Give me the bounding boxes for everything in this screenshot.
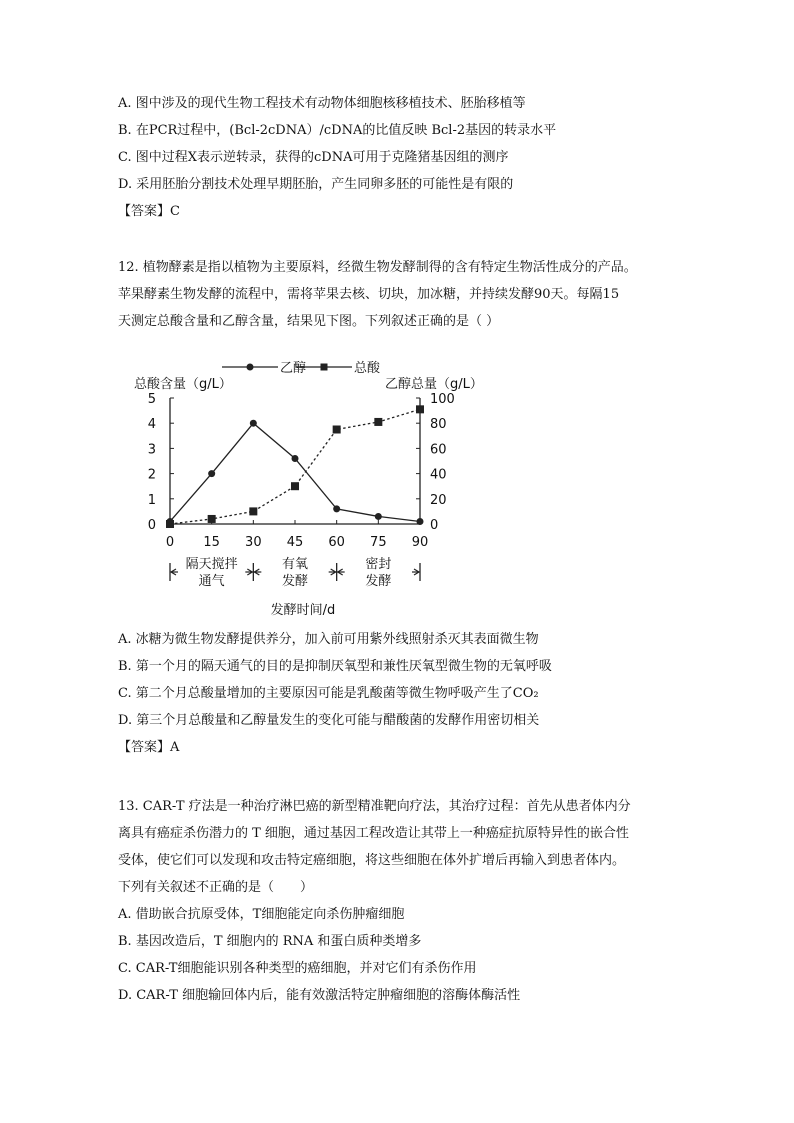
series-1-point-5 [374, 418, 382, 426]
series-line-1 [170, 409, 420, 524]
q11-answer: 【答案】C [118, 204, 180, 219]
series-0-point-1 [208, 470, 215, 477]
q12-answer: 【答案】A [118, 740, 180, 755]
series-0-point-2 [250, 420, 257, 427]
phase-label-2-1: 发酵 [365, 574, 392, 589]
y-tick-label-left-4: 4 [147, 417, 156, 433]
y-tick-label-left-1: 1 [147, 492, 156, 508]
q11-option-c: C. 图中过程X表示逆转录，获得的cDNA可用于克隆猪基因组的测序 [118, 150, 509, 165]
phase-label-1-0: 有氧 [281, 557, 309, 572]
legend-marker-0 [247, 364, 254, 371]
series-0-point-6 [417, 518, 424, 525]
phase-label-1-1: 发酵 [281, 574, 309, 589]
q12-option-a: A. 冰糖为微生物发酵提供养分，加入前可用紫外线照射杀灭其表面微生物 [118, 632, 539, 647]
x-tick-label-4: 60 [328, 535, 345, 550]
series-1-point-2 [249, 507, 257, 515]
series-line-0 [170, 423, 420, 521]
y-tick-label-right-1: 20 [430, 492, 447, 508]
q11-option-b: B. 在PCR过程中，(Bcl-2cDNA）/cDNA的比值反映 Bcl-2基因的转录水平 [118, 123, 557, 138]
x-tick-label-2: 30 [245, 535, 262, 550]
q12-stem-line-1: 12. 植物酵素是指以植物为主要原料，经微生物发酵制得的含有特定生物活性成分的产品。 [118, 260, 637, 275]
q12-option-d: D. 第三个月总酸量和乙醇量发生的变化可能与醋酸菌的发酵作用密切相关 [118, 713, 540, 728]
q13-option-a: A. 借助嵌合抗原受体，T细胞能定向杀伤肿瘤细胞 [118, 907, 405, 922]
q11-option-d: D. 采用胚胎分割技术处理早期胚胎，产生同卵多胚的可能性是有限的 [118, 177, 514, 192]
fermentation-chart [130, 350, 510, 620]
q12-stem-line-2: 苹果酵素生物发酵的流程中，需将苹果去核、切块，加冰糖，并持续发酵90天。每隔15 [118, 287, 620, 302]
q13-stem-line-4: 下列有关叙述不正确的是（ ） [118, 880, 314, 895]
x-tick-label-6: 90 [411, 535, 429, 550]
series-0-point-3 [292, 455, 299, 462]
series-1-point-6 [416, 405, 424, 413]
x-axis-title: 发酵时间/d [270, 603, 336, 618]
x-tick-label-3: 45 [286, 535, 304, 550]
q13-stem-line-2: 离具有癌症杀伤潜力的 T 细胞，通过基因工程改造让其带上一种癌症抗原特异性的嵌合性 [118, 826, 629, 841]
q11-option-a: A. 图中涉及的现代生物工程技术有动物体细胞核移植技术、胚胎移植等 [118, 96, 526, 111]
q13-option-b: B. 基因改造后，T 细胞内的 RNA 和蛋白质种类增多 [118, 934, 422, 949]
y-tick-label-right-3: 60 [430, 442, 447, 458]
y-tick-label-right-2: 40 [430, 467, 447, 483]
x-tick-label-5: 75 [370, 535, 387, 550]
y-tick-label-right-0: 0 [430, 518, 439, 533]
q12-option-b: B. 第一个月的隔天通气的目的是抑制厌氧型和兼性厌氧型微生物的无氧呼吸 [118, 659, 552, 674]
y-axis-left-title: 总酸含量（g/L） [134, 377, 232, 392]
legend-marker-1 [321, 364, 328, 371]
phase-label-2-0: 密封 [365, 557, 392, 572]
y-tick-label-left-0: 0 [147, 518, 156, 533]
x-tick-label-1: 15 [203, 535, 220, 550]
q13-option-d: D. CAR-T 细胞输回体内后，能有效激活特定肿瘤细胞的溶酶体酶活性 [118, 988, 521, 1003]
q13-stem-line-3: 受体，使它们可以发现和攻击特定癌细胞，将这些细胞在体外扩增后再输入到患者体内。 [118, 853, 626, 868]
q13-option-c: C. CAR-T细胞能识别各种类型的癌细胞，并对它们有杀伤作用 [118, 961, 477, 976]
q13-stem-line-1: 13. CAR-T 疗法是一种治疗淋巴癌的新型精准靶向疗法，其治疗过程：首先从患者体内分 [118, 799, 631, 814]
y-tick-label-left-3: 3 [147, 442, 156, 458]
y-tick-label-left-5: 5 [147, 392, 156, 407]
series-0-point-4 [333, 505, 340, 512]
series-0-point-5 [375, 513, 382, 520]
x-tick-label-0: 0 [165, 535, 175, 550]
y-tick-label-left-2: 2 [147, 467, 156, 483]
series-1-point-4 [333, 426, 341, 434]
y-axis-right-title: 乙醇总量（g/L） [385, 377, 483, 392]
phase-label-0-1: 通气 [198, 574, 225, 589]
legend-label-1: 总酸 [354, 361, 381, 376]
series-1-point-3 [291, 482, 299, 490]
q12-option-c: C. 第二个月总酸量增加的主要原因可能是乳酸菌等微生物呼吸产生了CO₂ [118, 686, 539, 701]
phase-label-0-0: 隔天搅拌 [185, 557, 238, 572]
series-1-point-0 [166, 520, 174, 528]
q12-stem-line-3: 天测定总酸含量和乙醇含量，结果见下图。下列叙述正确的是（ ） [118, 314, 500, 329]
y-tick-label-right-4: 80 [430, 417, 447, 433]
legend-label-0: 乙醇 [280, 361, 307, 376]
y-tick-label-right-5: 100 [430, 392, 455, 407]
series-1-point-1 [208, 515, 216, 523]
